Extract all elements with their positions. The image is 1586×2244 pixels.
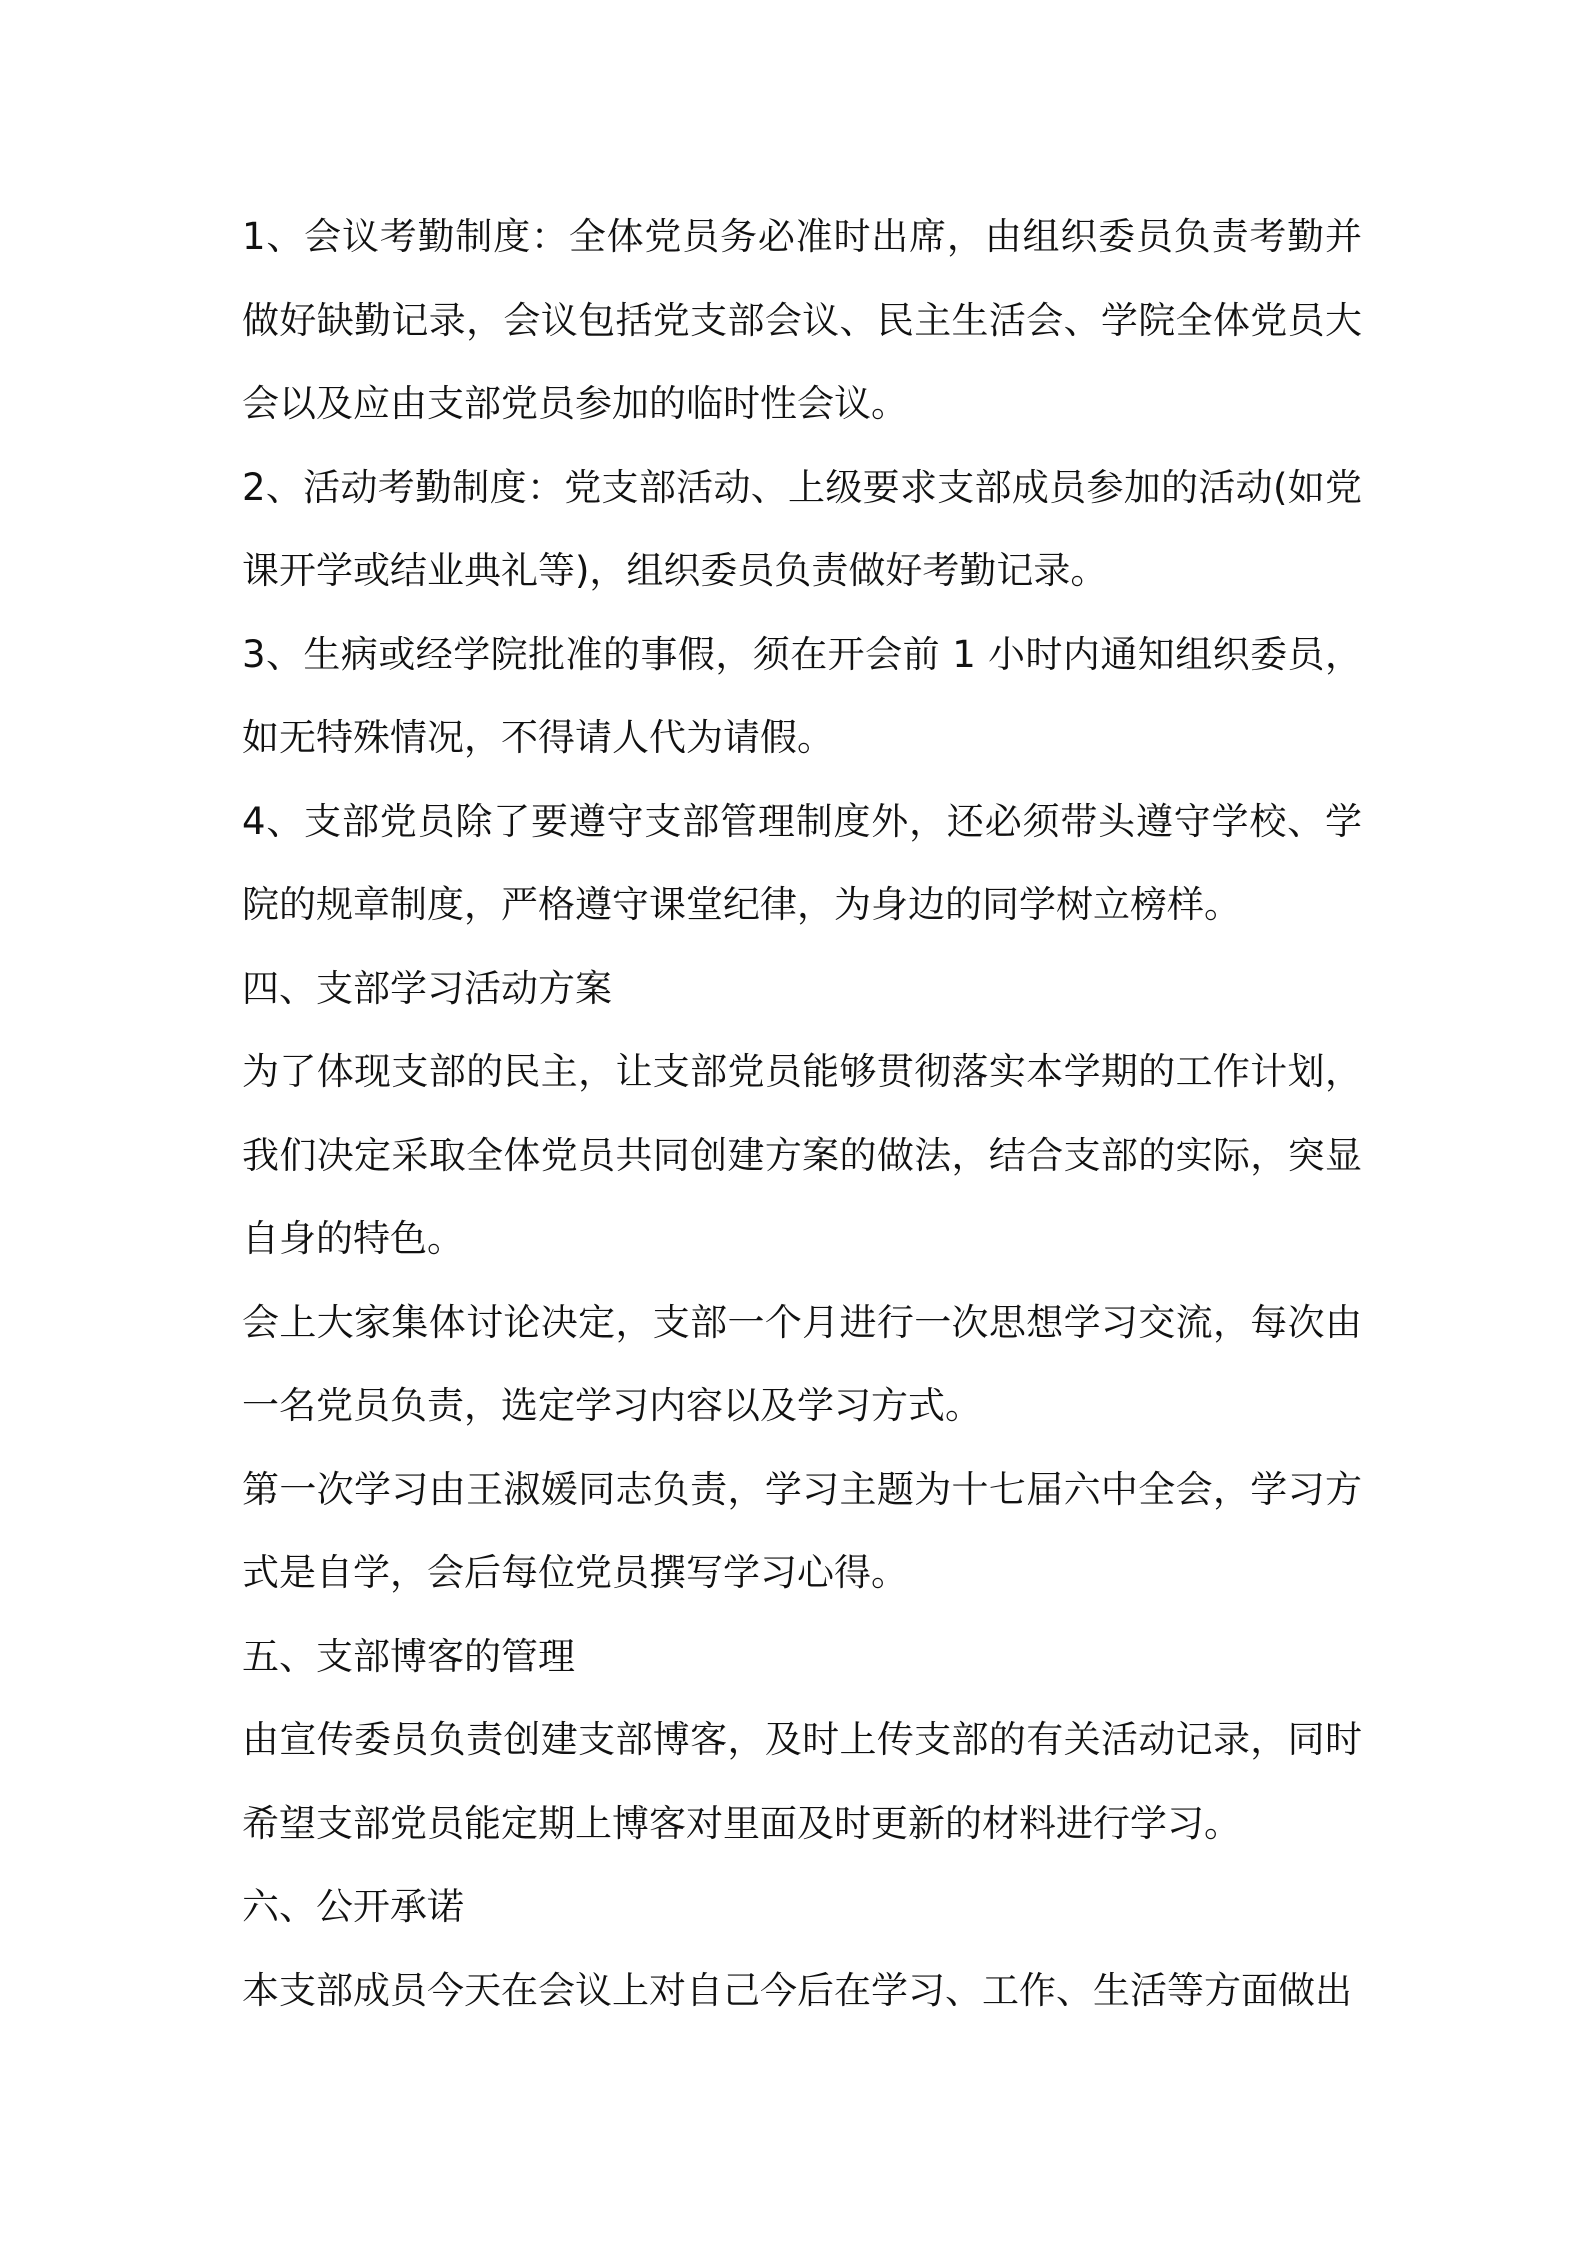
paragraph-study-plan-intro: 为了体现支部的民主，让支部党员能够贯彻落实本学期的工作计划，我们决定采取全体党员共同创建方案的做法，结合支部的实际，突显自身的特色。 bbox=[242, 1050, 1362, 1260]
section-heading-study-plan: 四、支部学习活动方案 bbox=[242, 966, 612, 1010]
paragraph-activity-attendance: 2、活动考勤制度：党支部活动、上级要求支部成员参加的活动(如党课开学或结业典礼等)，组织委员负责做好考勤记录。 bbox=[242, 465, 1362, 592]
paragraph-first-study-session: 第一次学习由王淑媛同志负责，学习主题为十七届六中全会，学习方式是自学，会后每位党员撰写学习心得。 bbox=[242, 1467, 1362, 1594]
section-heading-public-commitment: 六、公开承诺 bbox=[242, 1885, 464, 1928]
document-body bbox=[242, 195, 1362, 2032]
paragraph-public-commitment: 本支部成员今天在会议上对自己今后在学习、工作、生活等方面做出 bbox=[242, 1968, 1352, 2012]
paragraph-study-plan-decision: 会上大家集体讨论决定，支部一个月进行一次思想学习交流，每次由一名党员负责，选定学习内容以及学习方式。 bbox=[242, 1300, 1362, 1427]
paragraph-meeting-attendance: 1、会议考勤制度：全体党员务必准时出席，由组织委员负责考勤并做好缺勤记录，会议包括党支部会议、民主生活会、学院全体党员大会以及应由支部党员参加的临时性会议。 bbox=[242, 215, 1362, 425]
section-heading-blog-management: 五、支部博客的管理 bbox=[242, 1634, 575, 1678]
paragraph-rules-compliance: 4、支部党员除了要遵守支部管理制度外，还必须带头遵守学校、学院的规章制度，严格遵守课堂纪律，为身边的同学树立榜样。 bbox=[242, 799, 1362, 926]
paragraph-leave-request: 3、生病或经学院批准的事假，须在开会前 1 小时内通知组织委员，如无特殊情况，不得请人代为请假。 bbox=[242, 632, 1362, 759]
paragraph-blog-management: 由宣传委员负责创建支部博客，及时上传支部的有关活动记录，同时希望支部党员能定期上博客对里面及时更新的材料进行学习。 bbox=[242, 1718, 1362, 1845]
